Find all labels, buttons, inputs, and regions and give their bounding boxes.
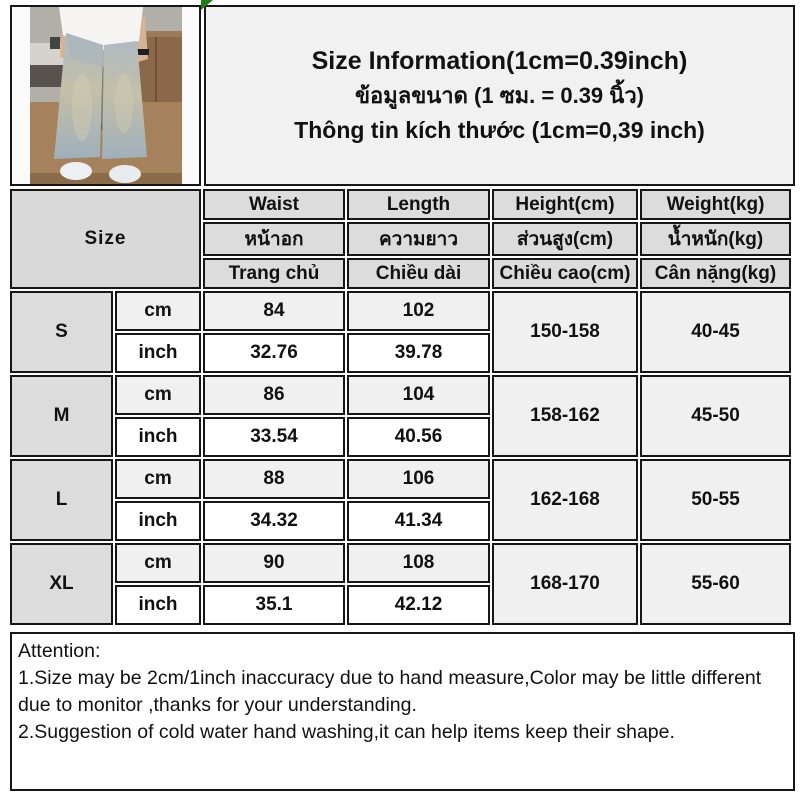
table-row-s-cm [10,291,791,331]
m-waist-cm: 86 [203,375,345,415]
l-length-inch: 41.34 [347,501,490,541]
xl-waist-inch: 35.1 [203,585,345,625]
unit-label-inch: inch [115,501,201,541]
size-label-s: S [10,291,113,373]
title-vietnamese: Thông tin kích thước (1cm=0,39 inch) [294,117,705,143]
model-photo-image [30,7,182,184]
unit-label-inch: inch [115,417,201,457]
size-table [8,187,793,627]
unit-label-cm: cm [115,459,201,499]
col-header-waist-th: หน้าอก [203,222,345,256]
xl-weight-range: 55-60 [640,543,791,625]
header-row [10,5,795,186]
m-length-cm: 104 [347,375,490,415]
size-corner-header: Size [10,189,201,289]
col-header-weight-th: น้ำหนัก(kg) [640,222,791,256]
table-header-row-en [10,189,791,220]
col-header-height-en: Height(cm) [492,189,638,220]
col-header-length-en: Length [347,189,490,220]
title-english: Size Information(1cm=0.39inch) [311,47,688,75]
col-header-waist-en: Waist [203,189,345,220]
size-label-m: M [10,375,113,457]
unit-label-cm: cm [115,291,201,331]
s-length-inch: 39.78 [347,333,490,373]
col-header-length-th: ความยาว [347,222,490,256]
s-weight-range: 40-45 [640,291,791,373]
col-header-weight-vi: Cân nặng(kg) [640,258,791,289]
xl-length-inch: 42.12 [347,585,490,625]
attention-note-2: 2.Suggestion of cold water hand washing,it can help items keep their shape. [18,721,675,743]
l-waist-cm: 88 [203,459,345,499]
unit-label-cm: cm [115,375,201,415]
title-block [204,5,795,186]
unit-label-inch: inch [115,333,201,373]
m-waist-inch: 33.54 [203,417,345,457]
l-weight-range: 50-55 [640,459,791,541]
s-waist-cm: 84 [203,291,345,331]
unit-label-cm: cm [115,543,201,583]
m-height-range: 158-162 [492,375,638,457]
col-header-height-th: ส่วนสูง(cm) [492,222,638,256]
col-header-length-vi: Chiều dài [347,258,490,289]
table-row-l-cm [10,459,791,499]
s-length-cm: 102 [347,291,490,331]
size-chart-sheet [10,5,795,791]
col-header-height-vi: Chiều cao(cm) [492,258,638,289]
table-row-m-cm [10,375,791,415]
col-header-waist-vi: Trang chủ [203,258,345,289]
s-waist-inch: 32.76 [203,333,345,373]
attention-note-1: 1.Size may be 2cm/1inch inaccuracy due to hand measure,Color may be little different due to monitor ,thanks for your understanding. [18,667,762,716]
l-length-cm: 106 [347,459,490,499]
attention-box [10,632,795,791]
col-header-weight-en: Weight(kg) [640,189,791,220]
size-label-l: L [10,459,113,541]
s-height-range: 150-158 [492,291,638,373]
unit-label-inch: inch [115,585,201,625]
m-weight-range: 45-50 [640,375,791,457]
table-row-xl-cm [10,543,791,583]
attention-heading: Attention: [18,640,101,662]
l-height-range: 162-168 [492,459,638,541]
size-label-xl: XL [10,543,113,625]
xl-height-range: 168-170 [492,543,638,625]
product-photo-cell [10,5,201,186]
title-thai: ข้อมูลขนาด (1 ซม. = 0.39 นิ้ว) [354,83,644,108]
l-waist-inch: 34.32 [203,501,345,541]
xl-waist-cm: 90 [203,543,345,583]
xl-length-cm: 108 [347,543,490,583]
m-length-inch: 40.56 [347,417,490,457]
